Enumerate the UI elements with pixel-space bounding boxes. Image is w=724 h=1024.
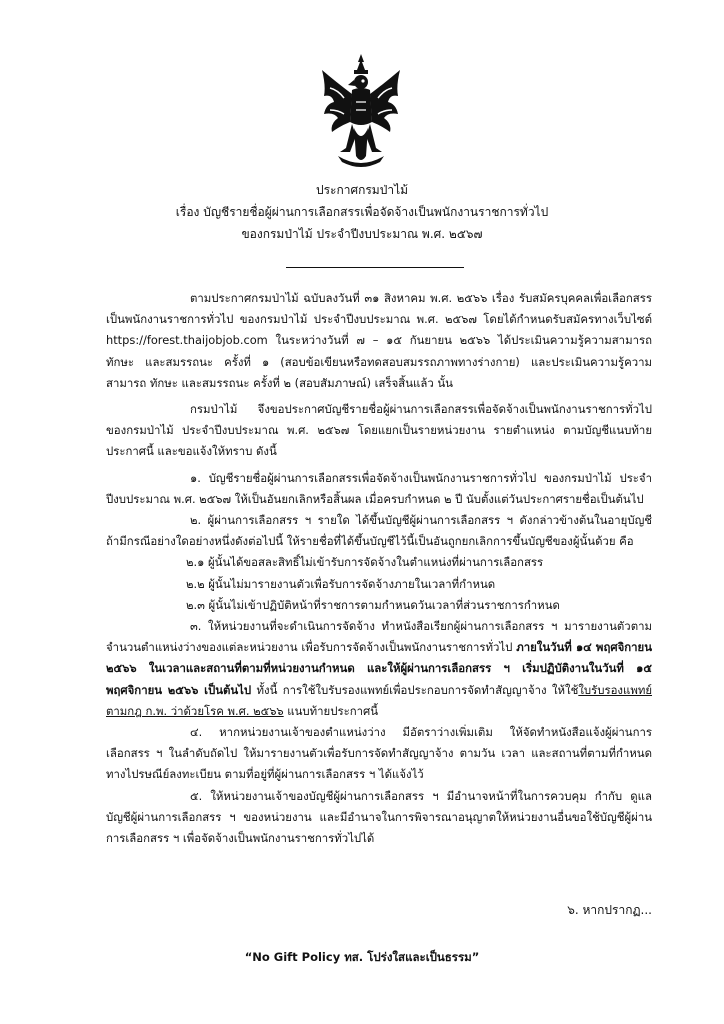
announcement-body — [106, 288, 652, 849]
announcement-subject: เรื่อง บัญชีรายชื่อผู้ผ่านการเลือกสรรเพื่อจัดจ้างเป็นพนักงานราชการทั่วไป — [175, 205, 549, 219]
clause-1: ๑. บัญชีรายชื่อผู้ผ่านการเลือกสรรเพื่อจัดจ้างเป็นพนักงานราชการทั่วไป ของกรมป่าไม้ ประจำปีงบประมาณ พ.ศ. ๒๕๖๗ ให้เป็นอันยกเลิกหรือสิ้นผล เมื่อครบกำหนด ๒ ปี นับตั้งแต่วันประกาศรายชื่อเป็นต้นไป — [106, 470, 652, 506]
clause-2: ๒. ผู้ผ่านการเลือกสรร ฯ รายใด ได้ขึ้นบัญชีผู้ผ่านการเลือกสรร ฯ ดังกล่าวข้างต้นในอายุบัญชี ถ้ามีกรณีอย่างใดอย่างหนึ่งดังต่อไปนี้ ให้รายชื่อที่ได้ขึ้นบัญชีไว้นี้เป็นอันถูกยกเลิกการขึ้นบัญชีของผู้นั้นด้วย คือ — [106, 513, 652, 549]
clause-3-medical: ทั้งนี้ การใช้ใบรับรองแพทย์เพื่อประกอบการจัดทำสัญญาจ้าง ให้ใช้ — [251, 682, 579, 697]
clause-2-3: ๒.๓ ผู้นั้นไม่เข้าปฏิบัติหน้าที่ราชการตามกำหนดวันเวลาที่ส่วนราชการกำหนด — [186, 597, 560, 612]
footer-slogan: “No Gift Policy ทส. โปร่งใสและเป็นธรรม” — [244, 950, 480, 964]
clause-3-medical-cert: ใบรับรองแพทย์ตามกฎ ก.พ. ว่าด้วยโรค พ.ศ. ๒๕๖๖ — [106, 682, 653, 718]
clause-2-1: ๒.๑ ผู้นั้นได้ขอสละสิทธิ์ไม่เข้ารับการจัดจ้างในตำแหน่งที่ผ่านการเลือกสรร — [186, 555, 544, 570]
announcement-agency: ประกาศกรมป่าไม้ — [315, 183, 409, 197]
clause-3 — [106, 616, 652, 722]
clause-3-deadline: ภายในวันที่ ๑๔ พฤศจิกายน ๒๕๖๖ ในเวลาและสถานที่ตามที่หน่วยงานกำหนด และให้ผู้ผ่านการเลือกสรร ฯ เริ่มปฏิบัติงานในวันที่ ๑๕ พฤศจิกายน ๒๕๖๖ เป็นต้นไป — [106, 640, 652, 697]
announcement-subject-line2: ของกรมป่าไม้ ประจำปีงบประมาณ พ.ศ. ๒๕๖๗ — [241, 227, 483, 241]
paragraph-announcement: กรมป่าไม้ จึงขอประกาศบัญชีรายชื่อผู้ผ่านการเลือกสรรเพื่อจัดจ้างเป็นพนักงานราชการทั่วไป ของกรมป่าไม้ ประจำปีงบประมาณ พ.ศ. ๒๕๖๗ โดยแยกเป็นรายหน่วยงาน รายตำแหน่ง ตามบัญชีแนบท้ายประกาศนี้ และขอแจ้งให้ทราบ ดังนี้ — [106, 402, 652, 459]
divider-line — [286, 267, 464, 268]
continuation-marker: ๖. หากปรากฏ... — [567, 903, 652, 917]
paragraph-background: ตามประกาศกรมป่าไม้ ฉบับลงวันที่ ๓๑ สิงหาคม พ.ศ. ๒๕๖๖ เรื่อง รับสมัครบุคคลเพื่อเลือกสรรเป็นพนักงานราชการทั่วไป ของกรมป่าไม้ ประจำปีงบประมาณ พ.ศ. ๒๕๖๗ โดยได้กำหนดรับสมัครทางเว็บไซต์ https://forest.thaijobjob.com ในระหว่างวันที่ ๗ – ๑๕ กันยายน ๒๕๖๖ ได้ประเมินความรู้ความสามารถ ทักษะ และสมรรถนะ ครั้งที่ ๑ (สอบข้อเขียนหรือทดสอบสมรรถภาพทางร่างกาย) และประเมินความรู้ความสามารถ ทักษะ และสมรรถนะ ครั้งที่ ๒ (สอบสัมภาษณ์) เสร็จสิ้นแล้ว นั้น — [106, 291, 652, 390]
garuda-emblem-icon — [318, 52, 404, 170]
clause-2-2: ๒.๒ ผู้นั้นไม่มารายงานตัวเพื่อรับการจัดจ้างภายในเวลาที่กำหนด — [186, 576, 496, 591]
clause-5: ๕. ให้หน่วยงานเจ้าของบัญชีผู้ผ่านการเลือกสรร ฯ มีอำนาจหน้าที่ในการควบคุม กำกับ ดูแล บัญชีผู้ผ่านการเลือกสรร ฯ ของหน่วยงาน และมีอำนาจในการพิจารณาอนุญาตให้หน่วยงานอื่นขอใช้บัญชีผู้ผ่านการเลือกสรร ฯ เพื่อจัดจ้างเป็นพนักงานราชการทั่วไปได้ — [106, 788, 652, 846]
clause-4: ๔. หากหน่วยงานเจ้าของตำแหน่งว่าง มีอัตราว่างเพิ่มเติม ให้จัดทำหนังสือแจ้งผู้ผ่านการเลือกสรร ฯ ในลำดับถัดไป ให้มารายงานตัวเพื่อรับการจัดทำสัญญาจ้าง ตามวัน เวลา และสถานที่ตามที่กำหนด ทางไปรษณีย์ลงทะเบียน ตามที่อยู่ที่ผู้ผ่านการเลือกสรร ฯ ได้แจ้งไว้ — [106, 725, 652, 782]
clause-3-attach: แนบท้ายประกาศนี้ — [283, 703, 379, 718]
clause-3-text: ๓. ให้หน่วยงานที่จะดำเนินการจัดจ้าง ทำหนังสือเรียกผู้ผ่านการเลือกสรร ฯ มารายงานตัวตามจำนวนตำแหน่งว่างของแต่ละหน่วยงาน เพื่อรับการจัดจ้างเป็นพนักงานราชการทั่วไป — [106, 619, 652, 655]
